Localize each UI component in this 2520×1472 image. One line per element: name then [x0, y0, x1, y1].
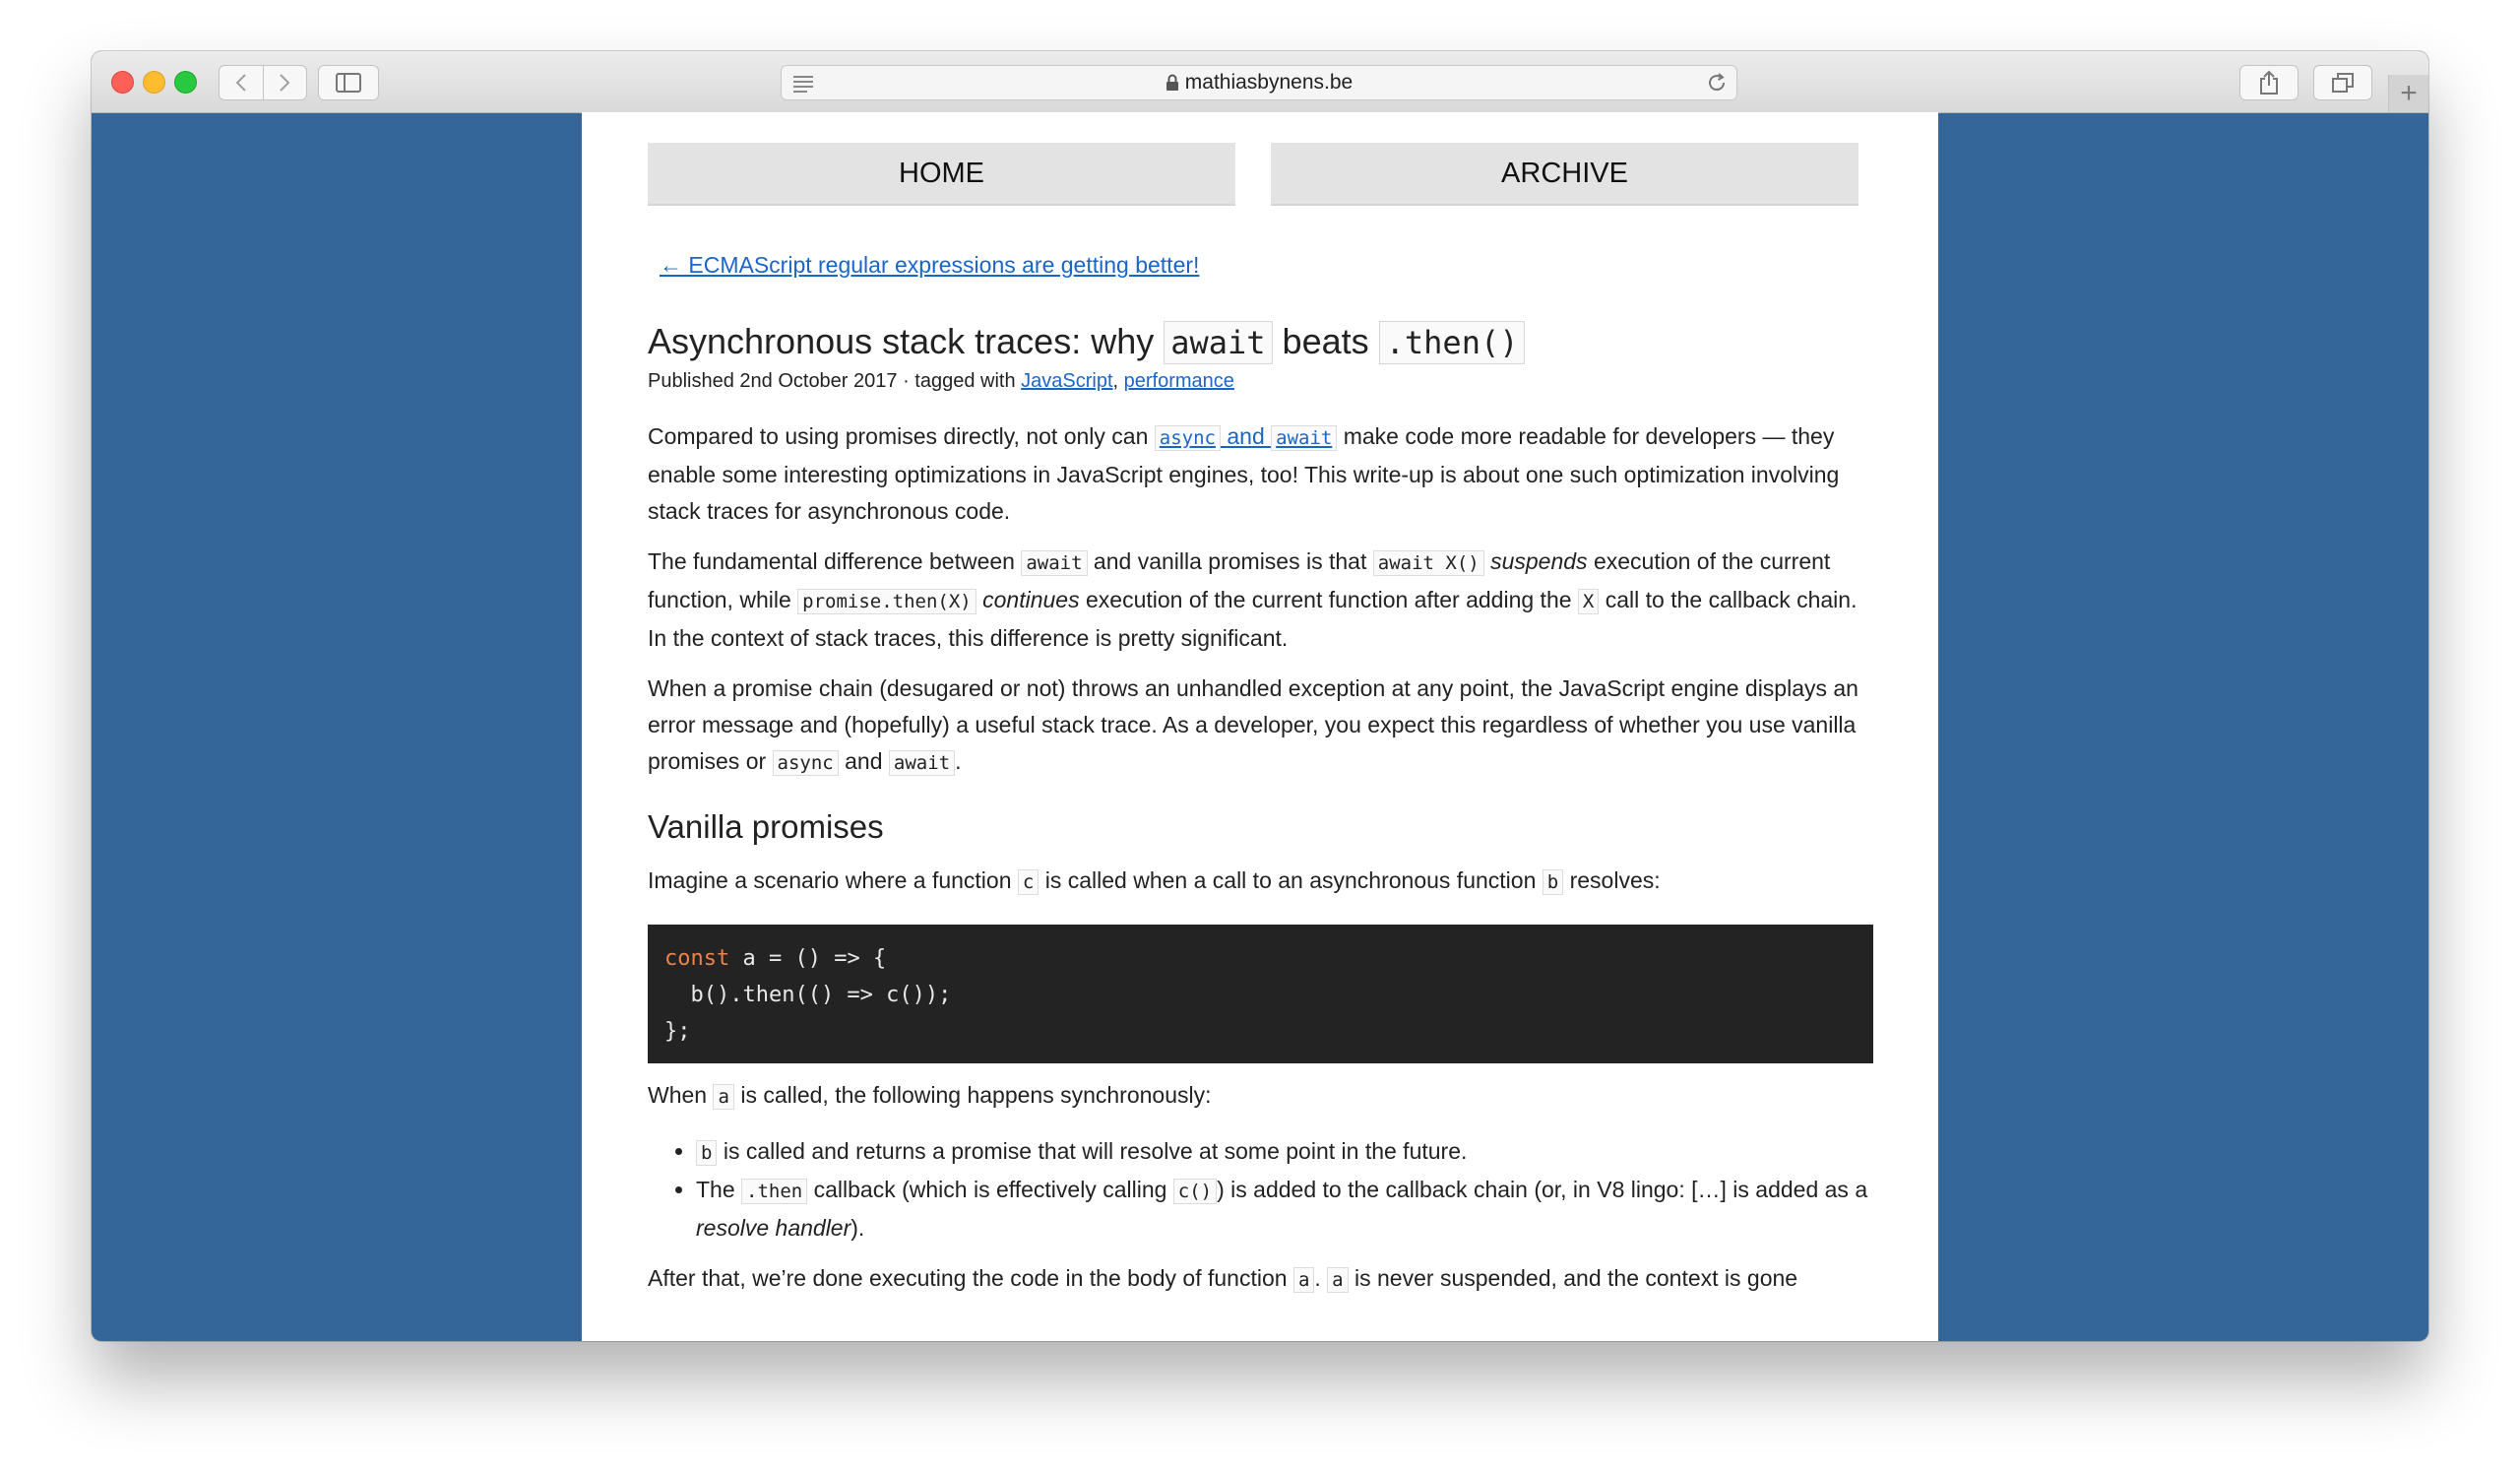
text: make code more readable for developers — they enable some interesting optimizations in JavaScript engines, too! This write-up is about one such optimization involving stack traces for asynchronous code.	[648, 423, 1840, 524]
title-code-await: await	[1164, 321, 1272, 364]
inline-code: a	[1327, 1267, 1348, 1293]
emphasis: suspends	[1490, 548, 1588, 574]
article	[648, 250, 1873, 1299]
inline-code: b	[696, 1140, 717, 1166]
code-block	[648, 925, 1873, 1063]
code-keyword: const	[664, 946, 730, 971]
lock-icon	[1166, 74, 1179, 92]
text: is called and returns a promise that will resolve at some point in the future.	[717, 1138, 1468, 1164]
emphasis: continues	[982, 587, 1080, 612]
text: ).	[850, 1215, 865, 1241]
text: and vanilla promises is that	[1087, 548, 1373, 574]
link-text: and	[1220, 423, 1272, 449]
title-bar	[92, 51, 2428, 113]
inline-code: async	[773, 750, 839, 776]
tag-separator: ,	[1112, 370, 1124, 392]
text: resolves:	[1563, 867, 1661, 893]
text: is called when a call to an asynchronous function	[1039, 867, 1543, 893]
steps-list	[648, 1133, 1873, 1247]
plus-icon: +	[2400, 77, 2418, 109]
text: is never suspended, and the context is gone	[1348, 1265, 1798, 1291]
inline-code: await	[889, 750, 955, 776]
back-button[interactable]	[220, 66, 263, 99]
tab-overview-button[interactable]	[2313, 65, 2372, 100]
text: The	[696, 1177, 742, 1202]
scenario-paragraph	[648, 863, 1873, 901]
tabs-icon	[2331, 72, 2355, 94]
share-icon	[2259, 70, 2279, 96]
text: execution of the current function, while	[648, 548, 1831, 612]
text: When	[648, 1082, 714, 1108]
previous-post-link[interactable]: ← ECMAScript regular expressions are getting better!	[660, 252, 1200, 278]
reload-icon[interactable]	[1705, 71, 1729, 100]
text: When a promise chain (desugared or not) throws an unhandled exception at any point, the JavaScript engine displays an error message and (hopefully) a useful stack trace. As a developer, you expect this regardless of whether you use vanilla promises or	[648, 675, 1858, 774]
inline-code: c	[1018, 869, 1039, 895]
text: Imagine a scenario where a function	[648, 867, 1018, 893]
address-bar[interactable]	[781, 65, 1737, 100]
intro-paragraph	[648, 418, 1873, 530]
inline-code: await	[1021, 550, 1087, 576]
text: ) is added to the callback chain (or, in V8 lingo: […] is added as a	[1217, 1177, 1868, 1202]
list-item	[696, 1133, 1873, 1172]
code-line: b().then(() => c());	[664, 983, 952, 1007]
site-nav	[648, 143, 1858, 204]
difference-paragraph	[648, 544, 1873, 657]
maximize-window-button[interactable]	[174, 71, 197, 94]
inline-code: await X()	[1373, 550, 1484, 576]
inline-code: promise.then(X)	[797, 589, 976, 614]
text: call to the callback chain. In the context of stack traces, this difference is pretty significant.	[648, 587, 1858, 651]
title-text: Asynchronous stack traces: why	[648, 321, 1165, 361]
inline-code: .then	[741, 1179, 807, 1204]
sidebar-icon	[336, 73, 361, 93]
nav-archive-button[interactable]: ARCHIVE	[1271, 143, 1858, 206]
list-item	[696, 1172, 1873, 1247]
reader-icon[interactable]	[791, 73, 815, 98]
text: The fundamental difference between	[648, 548, 1022, 574]
exception-paragraph	[648, 671, 1873, 782]
after-paragraph	[648, 1260, 1873, 1299]
web-page	[582, 112, 1938, 1341]
async-await-link[interactable]	[1155, 423, 1338, 449]
text: .	[955, 748, 962, 774]
inline-code: X	[1578, 589, 1599, 614]
when-called-paragraph	[648, 1077, 1873, 1116]
text: is called, the following happens synchronously:	[733, 1082, 1212, 1108]
new-tab-button[interactable]	[2388, 75, 2428, 112]
forward-button[interactable]	[263, 66, 307, 99]
text: Compared to using promises directly, not only can	[648, 423, 1155, 449]
text: .	[1314, 1265, 1328, 1291]
text: After that, we’re done executing the code in the body of function	[648, 1265, 1293, 1291]
address-text: mathiasbynens.be	[1184, 71, 1354, 94]
inline-code: async	[1155, 425, 1221, 451]
article-title	[648, 319, 1873, 365]
inline-code: a	[1293, 1267, 1314, 1293]
tag-javascript-link[interactable]: JavaScript	[1021, 370, 1113, 392]
back-icon	[235, 73, 247, 93]
article-meta	[648, 367, 1873, 395]
sidebar-button[interactable]	[318, 65, 379, 100]
code-line: a = () => {	[729, 946, 887, 971]
inline-code: a	[713, 1084, 733, 1110]
text: callback (which is effectively calling	[807, 1177, 1173, 1202]
forward-icon	[279, 73, 290, 93]
section-heading: Vanilla promises	[648, 808, 884, 845]
inline-code: c()	[1173, 1179, 1217, 1204]
text: execution of the current function after adding the	[1079, 587, 1578, 612]
inline-code: b	[1543, 869, 1563, 895]
published-date: Published 2nd October 2017 · tagged with	[648, 370, 1022, 392]
title-text: beats	[1272, 321, 1379, 361]
close-window-button[interactable]	[111, 71, 134, 94]
tag-performance-link[interactable]: performance	[1123, 370, 1234, 392]
share-button[interactable]	[2239, 65, 2299, 100]
text: and	[838, 748, 889, 774]
minimize-window-button[interactable]	[143, 71, 165, 94]
browser-window	[92, 51, 2428, 1341]
emphasis: resolve handler	[696, 1215, 851, 1241]
code-line: };	[664, 1019, 691, 1044]
title-code-then: .then()	[1379, 321, 1526, 364]
history-nav	[219, 65, 307, 100]
nav-home-button[interactable]: HOME	[648, 143, 1235, 206]
inline-code: await	[1271, 425, 1337, 451]
